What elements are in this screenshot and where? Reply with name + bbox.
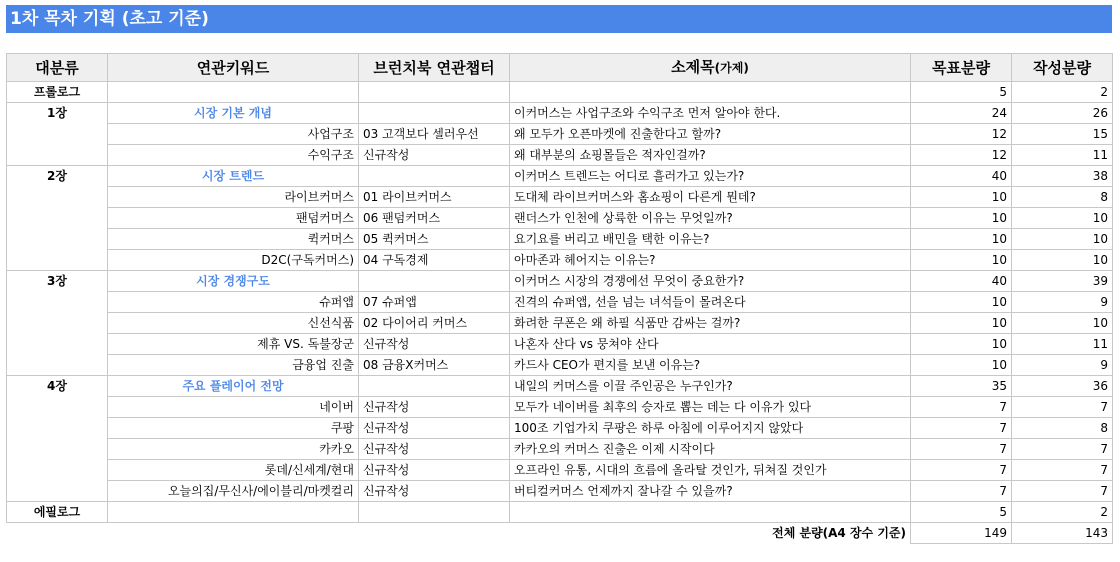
table-row [7, 439, 1113, 460]
keyword-cell[interactable] [108, 82, 359, 103]
written-cell[interactable]: 10 [1012, 229, 1113, 250]
toc-body [7, 82, 1113, 523]
target-cell[interactable]: 40 [911, 271, 1012, 292]
written-cell[interactable]: 7 [1012, 439, 1113, 460]
keyword-cell[interactable]: 라이브커머스 [108, 187, 359, 208]
written-cell[interactable]: 36 [1012, 376, 1113, 397]
target-cell[interactable]: 10 [911, 187, 1012, 208]
written-cell[interactable]: 9 [1012, 355, 1113, 376]
target-cell[interactable]: 7 [911, 418, 1012, 439]
written-cell[interactable]: 10 [1012, 313, 1113, 334]
chapter-cell[interactable]: 01 라이브커머스 [359, 187, 510, 208]
target-cell[interactable]: 5 [911, 502, 1012, 523]
total-written[interactable]: 143 [1012, 523, 1113, 544]
chapter-cell[interactable]: 02 다이어리 커머스 [359, 313, 510, 334]
keyword-cell[interactable]: 퀵커머스 [108, 229, 359, 250]
chapter-cell[interactable] [359, 502, 510, 523]
table-row [7, 250, 1113, 271]
header-subtitle[interactable] [510, 54, 911, 82]
target-cell[interactable]: 7 [911, 397, 1012, 418]
table-row [7, 313, 1113, 334]
main-category-cell[interactable]: 2장 [7, 166, 108, 271]
sheet-title: 1차 목차 기획 (초고 기준) [6, 5, 1112, 33]
header-target[interactable]: 목표분량 [911, 54, 1012, 82]
subtitle-cell[interactable]: 카드사 CEO가 편지를 보낸 이유는? [510, 355, 911, 376]
table-row [7, 229, 1113, 250]
target-cell[interactable]: 10 [911, 208, 1012, 229]
written-cell[interactable]: 7 [1012, 397, 1113, 418]
written-cell[interactable]: 39 [1012, 271, 1113, 292]
target-cell[interactable]: 5 [911, 82, 1012, 103]
table-row [7, 355, 1113, 376]
written-cell[interactable]: 10 [1012, 208, 1113, 229]
table-row [7, 502, 1113, 523]
subtitle-cell[interactable]: 진격의 슈퍼앱, 선을 넘는 녀석들이 몰려온다 [510, 292, 911, 313]
chapter-cell[interactable]: 신규작성 [359, 334, 510, 355]
target-cell[interactable]: 10 [911, 355, 1012, 376]
main-category-cell[interactable]: 에필로그 [7, 502, 108, 523]
subtitle-cell[interactable]: 이커머스는 사업구조와 수익구조 먼저 알아야 한다. [510, 103, 911, 124]
subtitle-cell[interactable]: 내일의 커머스를 이끌 주인공은 누구인가? [510, 376, 911, 397]
keyword-cell[interactable]: 팬덤커머스 [108, 208, 359, 229]
main-category-cell[interactable]: 프롤로그 [7, 82, 108, 103]
written-cell[interactable]: 11 [1012, 334, 1113, 355]
keyword-cell[interactable]: 주요 플레이어 전망 [108, 376, 359, 397]
target-cell[interactable]: 7 [911, 481, 1012, 502]
chapter-cell[interactable] [359, 82, 510, 103]
chapter-cell[interactable]: 06 팬덤커머스 [359, 208, 510, 229]
table-row [7, 208, 1113, 229]
toc-table [6, 53, 1113, 544]
table-row [7, 292, 1113, 313]
table-row [7, 418, 1113, 439]
keyword-cell[interactable]: 시장 기본 개념 [108, 103, 359, 124]
target-cell[interactable]: 40 [911, 166, 1012, 187]
chapter-cell[interactable]: 08 금융X커머스 [359, 355, 510, 376]
written-cell[interactable]: 11 [1012, 145, 1113, 166]
keyword-cell[interactable]: 금융업 진출 [108, 355, 359, 376]
target-cell[interactable]: 10 [911, 292, 1012, 313]
table-row [7, 166, 1113, 187]
target-cell[interactable]: 35 [911, 376, 1012, 397]
table-row [7, 376, 1113, 397]
keyword-cell[interactable]: 시장 트렌드 [108, 166, 359, 187]
keyword-cell[interactable]: 카카오 [108, 439, 359, 460]
table-row [7, 271, 1113, 292]
total-label[interactable]: 전체 분량(A4 장수 기준) [772, 526, 906, 541]
subtitle-cell[interactable]: 왜 대부분의 쇼핑몰들은 적자인걸까? [510, 145, 911, 166]
keyword-cell[interactable]: D2C(구독커머스) [108, 250, 359, 271]
written-cell[interactable]: 10 [1012, 250, 1113, 271]
main-category-cell[interactable]: 1장 [7, 103, 108, 166]
keyword-cell[interactable]: 슈퍼앱 [108, 292, 359, 313]
subtitle-cell[interactable]: 왜 모두가 오픈마켓에 진출한다고 할까? [510, 124, 911, 145]
target-cell[interactable]: 12 [911, 124, 1012, 145]
subtitle-cell[interactable]: 카카오의 커머스 진출은 이제 시작이다 [510, 439, 911, 460]
chapter-cell[interactable]: 신규작성 [359, 439, 510, 460]
keyword-cell[interactable]: 수익구조 [108, 145, 359, 166]
written-cell[interactable]: 2 [1012, 502, 1113, 523]
subtitle-cell[interactable]: 랜더스가 인천에 상륙한 이유는 무엇일까? [510, 208, 911, 229]
keyword-cell[interactable]: 신선식품 [108, 313, 359, 334]
subtitle-cell[interactable]: 오프라인 유통, 시대의 흐름에 올라탈 것인가, 뒤쳐질 것인가 [510, 460, 911, 481]
header-main[interactable]: 대분류 [7, 54, 108, 82]
table-row [7, 397, 1113, 418]
main-category-cell[interactable]: 4장 [7, 376, 108, 502]
keyword-cell[interactable]: 롯데/신세계/현대 [108, 460, 359, 481]
table-row [7, 187, 1113, 208]
subtitle-cell[interactable]: 이커머스 시장의 경쟁에선 무엇이 중요한가? [510, 271, 911, 292]
total-spacer [108, 523, 359, 544]
written-cell[interactable]: 38 [1012, 166, 1113, 187]
target-cell[interactable]: 12 [911, 145, 1012, 166]
target-cell[interactable]: 10 [911, 250, 1012, 271]
header-written[interactable]: 작성분량 [1012, 54, 1113, 82]
total-row [7, 523, 1113, 544]
keyword-cell[interactable] [108, 502, 359, 523]
header-row [7, 54, 1113, 82]
written-cell[interactable]: 26 [1012, 103, 1113, 124]
table-row [7, 481, 1113, 502]
header-chapter[interactable]: 브런치북 연관챕터 [359, 54, 510, 82]
subtitle-cell[interactable]: 버티컬커머스 언제까지 잘나갈 수 있을까? [510, 481, 911, 502]
target-cell[interactable]: 24 [911, 103, 1012, 124]
written-cell[interactable]: 8 [1012, 418, 1113, 439]
chapter-cell[interactable]: 07 슈퍼앱 [359, 292, 510, 313]
chapter-cell[interactable]: 신규작성 [359, 481, 510, 502]
chapter-cell[interactable]: 05 퀵커머스 [359, 229, 510, 250]
chapter-cell[interactable]: 신규작성 [359, 397, 510, 418]
main-category-cell[interactable]: 3장 [7, 271, 108, 376]
subtitle-cell[interactable]: 100조 기업가치 쿠팡은 하루 아침에 이루어지지 않았다 [510, 418, 911, 439]
target-cell[interactable]: 10 [911, 334, 1012, 355]
chapter-cell[interactable] [359, 271, 510, 292]
table-row [7, 334, 1113, 355]
target-cell[interactable]: 7 [911, 460, 1012, 481]
total-spacer [7, 523, 108, 544]
subtitle-cell[interactable]: 화려한 쿠폰은 왜 하필 식품만 감싸는 걸까? [510, 313, 911, 334]
table-row [7, 145, 1113, 166]
chapter-cell[interactable]: 04 구독경제 [359, 250, 510, 271]
chapter-cell[interactable]: 신규작성 [359, 460, 510, 481]
chapter-cell[interactable] [359, 103, 510, 124]
keyword-cell[interactable]: 쿠팡 [108, 418, 359, 439]
chapter-cell[interactable] [359, 376, 510, 397]
chapter-cell[interactable] [359, 166, 510, 187]
target-cell[interactable]: 7 [911, 439, 1012, 460]
subtitle-cell[interactable] [510, 502, 911, 523]
subtitle-cell[interactable]: 모두가 네이버를 최후의 승자로 뽑는 데는 다 이유가 있다 [510, 397, 911, 418]
subtitle-cell[interactable] [510, 82, 911, 103]
written-cell[interactable]: 7 [1012, 460, 1113, 481]
header-subtitle-note: (가제) [714, 61, 749, 75]
written-cell[interactable]: 9 [1012, 292, 1113, 313]
keyword-cell[interactable]: 사업구조 [108, 124, 359, 145]
written-cell[interactable]: 7 [1012, 481, 1113, 502]
keyword-cell[interactable]: 네이버 [108, 397, 359, 418]
header-subtitle-text: 소제목 [671, 58, 715, 76]
subtitle-cell[interactable]: 요기요를 버리고 배민을 택한 이유는? [510, 229, 911, 250]
table-row [7, 103, 1113, 124]
chapter-cell[interactable]: 신규작성 [359, 418, 510, 439]
total-spacer [359, 523, 510, 544]
table-row [7, 82, 1113, 103]
chapter-cell[interactable]: 신규작성 [359, 145, 510, 166]
target-cell[interactable]: 10 [911, 229, 1012, 250]
total-target[interactable]: 149 [911, 523, 1012, 544]
keyword-cell[interactable]: 제휴 VS. 독불장군 [108, 334, 359, 355]
subtitle-cell[interactable]: 이커머스 트렌드는 어디로 흘러가고 있는가? [510, 166, 911, 187]
subtitle-cell[interactable]: 도대체 라이브커머스와 홈쇼핑이 다른게 뭔데? [510, 187, 911, 208]
header-keyword[interactable]: 연관키워드 [108, 54, 359, 82]
table-row [7, 460, 1113, 481]
target-cell[interactable]: 10 [911, 313, 1012, 334]
written-cell[interactable]: 15 [1012, 124, 1113, 145]
keyword-cell[interactable]: 시장 경쟁구도 [108, 271, 359, 292]
chapter-cell[interactable]: 03 고객보다 셀러우선 [359, 124, 510, 145]
subtitle-cell[interactable]: 아마존과 헤어지는 이유는? [510, 250, 911, 271]
keyword-cell[interactable]: 오늘의집/무신사/에이블리/마켓컬리 [108, 481, 359, 502]
table-row [7, 124, 1113, 145]
written-cell[interactable]: 8 [1012, 187, 1113, 208]
written-cell[interactable]: 2 [1012, 82, 1113, 103]
subtitle-cell[interactable]: 나혼자 산다 vs 뭉쳐야 산다 [510, 334, 911, 355]
